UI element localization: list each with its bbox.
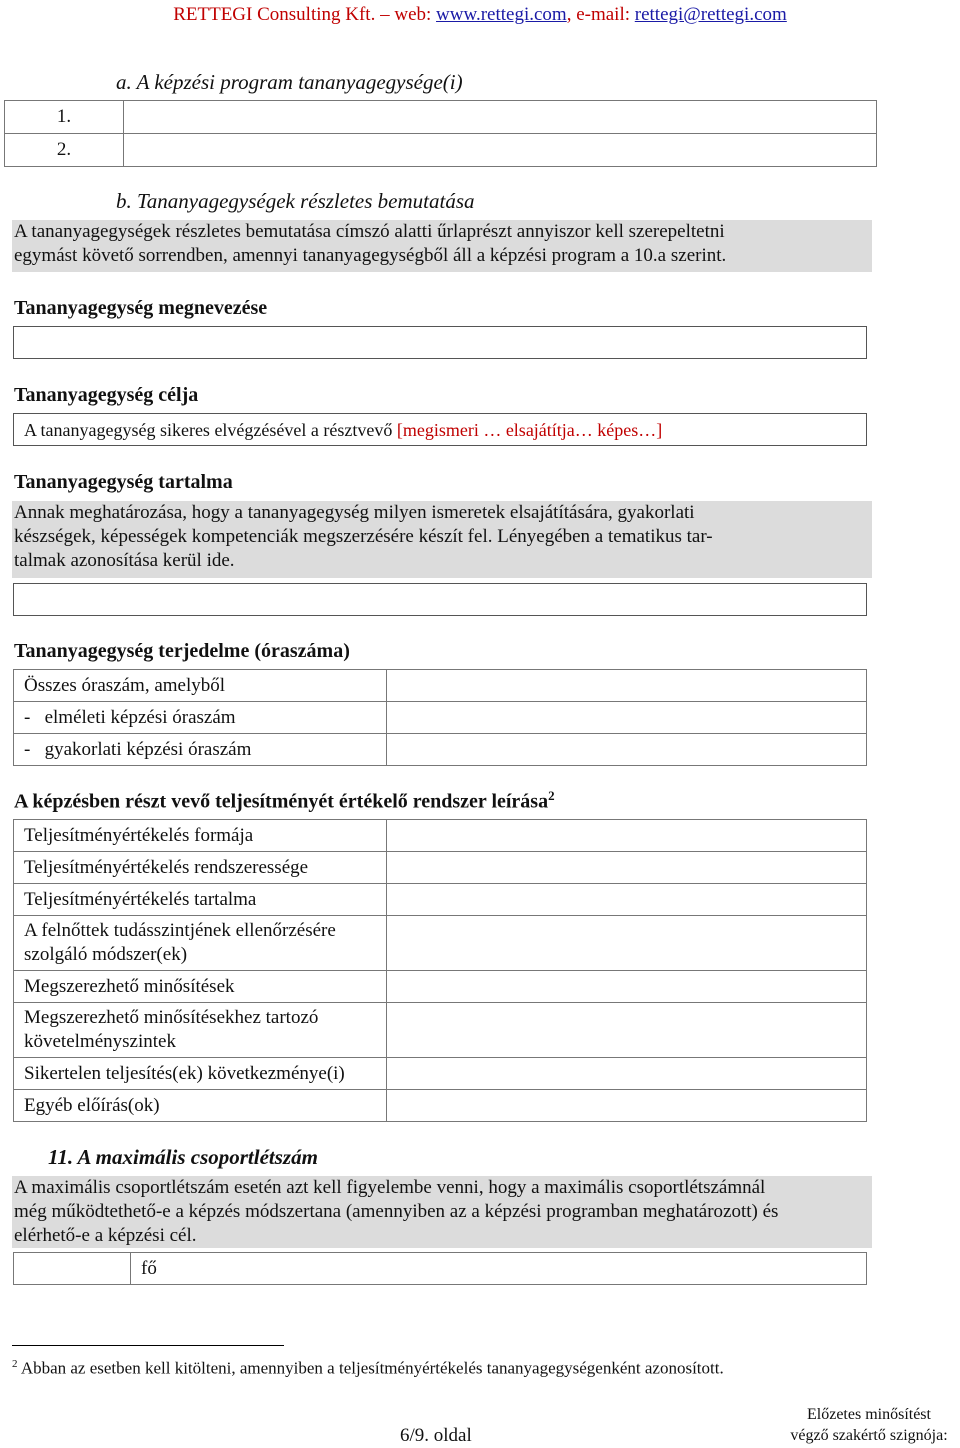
- section-a-row-number: 1.: [5, 101, 124, 134]
- ertekelo-label-text: A képzésben részt vevő teljesítményét értékelő rendszer leírása: [14, 790, 549, 813]
- section-11-line: még működtethető-e a képzés módszertana (amennyiben az a képzési programban meghatározott) és: [14, 1201, 779, 1222]
- web-link[interactable]: www.rettegi.com: [436, 4, 567, 25]
- csoportletszam-table: [13, 1252, 867, 1285]
- celja-field[interactable]: [13, 413, 867, 446]
- terjedelme-row-label: Összes óraszám, amelyből: [14, 670, 387, 702]
- tartalma-line: Annak meghatározása, hogy a tananyagegység milyen ismeretek elsajátítására, gyakorlati: [14, 502, 695, 523]
- page-number: 6/9. oldal: [400, 1425, 472, 1446]
- ertekelo-row-label: A felnőttek tudásszintjének ellenőrzésére szolgáló módszer(ek): [14, 916, 387, 971]
- ertekelo-row-value[interactable]: [387, 916, 867, 971]
- terjedelme-row-value[interactable]: [387, 702, 867, 734]
- company-name: RETTEGI Consulting Kft.: [173, 4, 376, 25]
- footnote: [12, 1358, 724, 1379]
- celja-text: A tananyagegység sikeres elvégzésével a résztvevő: [24, 420, 393, 440]
- ertekelo-row-label: Megszerezhető minősítések: [14, 971, 387, 1003]
- section-b-intro-line: A tananyagegységek részletes bemutatása címszó alatti űrlaprészt annyiszor kell szerepeltetni: [14, 221, 725, 242]
- tartalma-label: Tananyagegység tartalma: [14, 471, 233, 493]
- ertekelo-row-value[interactable]: [387, 884, 867, 916]
- footnote-number: 2: [12, 1358, 18, 1370]
- terjedelme-row-value[interactable]: [387, 670, 867, 702]
- section-a-title: a. A képzési program tananyagegysége(i): [116, 70, 463, 94]
- section-a-row-value[interactable]: [124, 134, 877, 167]
- signature-note-line: Előzetes minősítést: [807, 1406, 931, 1423]
- celja-label: Tananyagegység célja: [14, 384, 199, 406]
- ertekelo-row-label: Teljesítményértékelés rendszeressége: [14, 852, 387, 884]
- section-a-table: [4, 100, 877, 167]
- ertekelo-label: [14, 788, 555, 814]
- celja-hint: [megismeri … elsajátítja… képes…]: [396, 420, 663, 440]
- section-b-title: b. Tananyagegységek részletes bemutatása: [116, 189, 475, 213]
- section-11-line: A maximális csoportlétszám esetén azt kell figyelembe venni, hogy a maximális csoportlétszámnál: [14, 1177, 766, 1198]
- tartalma-description: [12, 501, 872, 578]
- section-11-description: [12, 1176, 872, 1248]
- section-11-title: 11. A maximális csoportlétszám: [48, 1145, 318, 1169]
- email-link[interactable]: rettegi@rettegi.com: [634, 4, 787, 25]
- ertekelo-row-value[interactable]: [387, 1058, 867, 1090]
- footnote-reference[interactable]: 2: [548, 788, 555, 803]
- terjedelme-label: Tananyagegység terjedelme (óraszáma): [14, 640, 350, 662]
- tartalma-field[interactable]: [13, 583, 867, 616]
- ertekelo-table: [13, 819, 867, 1122]
- terjedelme-table: [13, 669, 867, 766]
- csoportletszam-value[interactable]: [14, 1253, 131, 1285]
- section-b-intro: [12, 220, 872, 272]
- tartalma-line: talmak azonosítása kerül ide.: [14, 550, 235, 571]
- terjedelme-row-value[interactable]: [387, 734, 867, 766]
- ertekelo-row-value[interactable]: [387, 971, 867, 1003]
- ertekelo-row-label: Egyéb előírás(ok): [14, 1090, 387, 1122]
- tartalma-line: készségek, képességek kompetenciák megszerzésére készít fel. Lényegében a tematikus tar-: [14, 526, 713, 547]
- ertekelo-row-label: Teljesítményértékelés formája: [14, 820, 387, 852]
- terjedelme-row-label: - gyakorlati képzési óraszám: [14, 734, 387, 766]
- footnote-separator: [12, 1345, 284, 1346]
- email-label: e-mail:: [576, 4, 631, 25]
- web-label: web:: [394, 4, 432, 25]
- ertekelo-row-value[interactable]: [387, 852, 867, 884]
- page-header: RETTEGI Consulting Kft. – web: www.rettegi.com, e-mail: rettegi@rettegi.com: [173, 4, 787, 25]
- signature-note-line: végző szakértő szignója:: [790, 1427, 948, 1444]
- ertekelo-row-value[interactable]: [387, 1090, 867, 1122]
- section-a-row-value[interactable]: [124, 101, 877, 134]
- section-11-line: elérhető-e a képzési cél.: [14, 1225, 197, 1246]
- ertekelo-row-label: Teljesítményértékelés tartalma: [14, 884, 387, 916]
- ertekelo-row-value[interactable]: [387, 1003, 867, 1058]
- ertekelo-row-label: Sikertelen teljesítés(ek) következménye(i): [14, 1058, 387, 1090]
- footnote-text: Abban az esetben kell kitölteni, amennyiben a teljesítményértékelés tananyagegységenként azonosított.: [20, 1358, 724, 1378]
- ertekelo-row-label: Megszerezhető minősítésekhez tartozó követelményszintek: [14, 1003, 387, 1058]
- ertekelo-row-value[interactable]: [387, 820, 867, 852]
- megnevezes-field[interactable]: [13, 326, 867, 359]
- csoportletszam-unit: fő: [131, 1253, 867, 1285]
- terjedelme-row-label: - elméleti képzési óraszám: [14, 702, 387, 734]
- signature-note: [780, 1404, 958, 1446]
- section-a-row-number: 2.: [5, 134, 124, 167]
- megnevezes-label: Tananyagegység megnevezése: [14, 297, 268, 319]
- section-b-intro-line: egymást követő sorrendben, amennyi tananyagegységből áll a képzési program a 10.a szerint.: [14, 245, 727, 266]
